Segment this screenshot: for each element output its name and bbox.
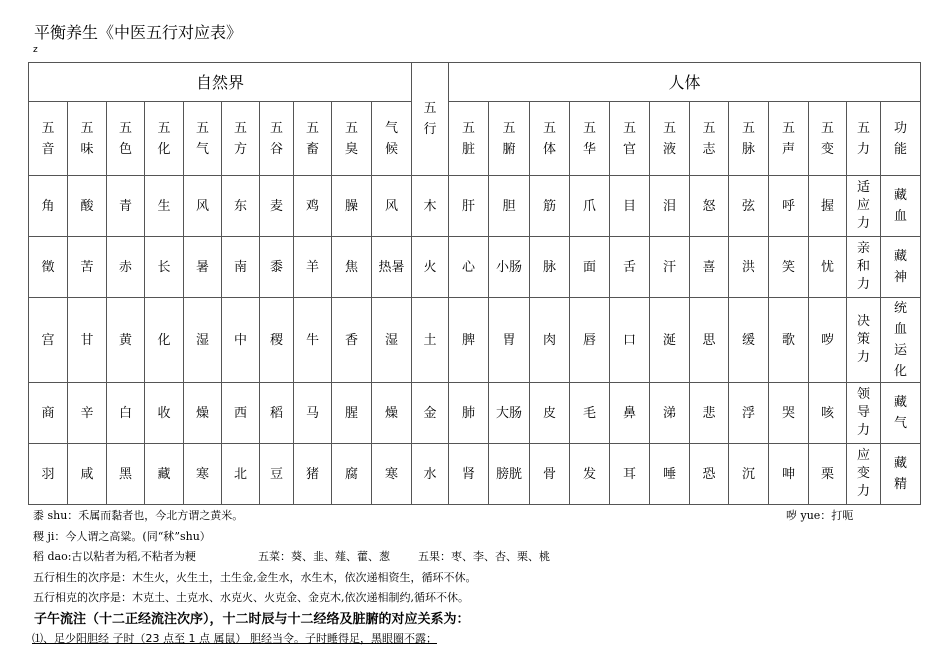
table-cell: 藏神 xyxy=(881,237,921,298)
table-cell: 心 xyxy=(449,237,489,298)
table-cell: 舌 xyxy=(610,237,650,298)
table-cell: 弦 xyxy=(729,176,769,237)
table-cell: 腥 xyxy=(332,383,372,444)
table-cell: 鸡 xyxy=(294,176,332,237)
table-cell: 喜 xyxy=(690,237,729,298)
table-cell: 汗 xyxy=(650,237,690,298)
table-cell: 耳 xyxy=(610,444,650,505)
meridian-item-1: ⑴、足少阳胆经 子时（23 点至 1 点 属鼠） 胆经当令。子时睡得足，黑眼圈不露； xyxy=(32,632,437,645)
table-cell: 北 xyxy=(222,444,260,505)
table-cell: 马 xyxy=(294,383,332,444)
body-header: 五液 xyxy=(650,102,690,176)
nature-header: 五方 xyxy=(222,102,260,176)
nature-header: 五谷 xyxy=(260,102,294,176)
table-cell: 脾 xyxy=(449,298,489,383)
table-cell: 呻 xyxy=(769,444,809,505)
table-cell: 商 xyxy=(29,383,68,444)
table-cell: 沉 xyxy=(729,444,769,505)
table-cell: 湿 xyxy=(184,298,222,383)
nature-header: 五色 xyxy=(107,102,145,176)
table-cell: 西 xyxy=(222,383,260,444)
table-cell: 黑 xyxy=(107,444,145,505)
table-cell: 唾 xyxy=(650,444,690,505)
table-cell: 小肠 xyxy=(489,237,530,298)
table-cell: 金 xyxy=(412,383,449,444)
table-cell: 藏气 xyxy=(881,383,921,444)
table-cell: 苦 xyxy=(68,237,107,298)
body-header: 五脏 xyxy=(449,102,489,176)
table-cell: 南 xyxy=(222,237,260,298)
note-shu: 黍 shu：禾属而黏者也，今北方谓之黄米。 xyxy=(33,509,244,522)
table-cell: 笑 xyxy=(769,237,809,298)
table-cell: 燥 xyxy=(184,383,222,444)
body-header: 五力 xyxy=(847,102,881,176)
table-cell: 宫 xyxy=(29,298,68,383)
table-row xyxy=(29,383,921,444)
table-cell: 中 xyxy=(222,298,260,383)
table-cell: 适应力 xyxy=(847,176,881,237)
table-cell: 火 xyxy=(412,237,449,298)
table-cell: 牛 xyxy=(294,298,332,383)
group-body: 人体 xyxy=(449,63,921,102)
table-cell: 热暑 xyxy=(372,237,412,298)
note-five-fruits: 五果：枣、李、杏、栗、桃 xyxy=(418,550,550,563)
table-cell: 鼻 xyxy=(610,383,650,444)
table-cell: 土 xyxy=(412,298,449,383)
table-cell: 白 xyxy=(107,383,145,444)
table-cell: 唇 xyxy=(570,298,610,383)
table-cell: 臊 xyxy=(332,176,372,237)
table-cell: 羊 xyxy=(294,237,332,298)
table-cell: 皮 xyxy=(530,383,570,444)
table-cell: 哭 xyxy=(769,383,809,444)
table-cell: 咳 xyxy=(809,383,847,444)
nature-header: 气候 xyxy=(372,102,412,176)
table-cell: 亲和力 xyxy=(847,237,881,298)
table-cell: 统血运化 xyxy=(881,298,921,383)
table-cell: 腐 xyxy=(332,444,372,505)
table-cell: 忧 xyxy=(809,237,847,298)
nature-header: 五音 xyxy=(29,102,68,176)
corner-mark: z xyxy=(33,45,38,55)
table-row xyxy=(29,176,921,237)
table-cell: 稷 xyxy=(260,298,294,383)
table-cell: 黍 xyxy=(260,237,294,298)
table-cell: 豆 xyxy=(260,444,294,505)
table-cell: 领导力 xyxy=(847,383,881,444)
table-cell: 恐 xyxy=(690,444,729,505)
table-cell: 面 xyxy=(570,237,610,298)
table-cell: 赤 xyxy=(107,237,145,298)
nature-header: 五化 xyxy=(145,102,184,176)
note-dao: 稻 dao:古以粘者为稻,不粘者为粳 xyxy=(33,550,196,563)
table-row xyxy=(29,444,921,505)
table-cell: 羽 xyxy=(29,444,68,505)
table-cell: 决策力 xyxy=(847,298,881,383)
nature-header: 五臭 xyxy=(332,102,372,176)
table-cell: 寒 xyxy=(184,444,222,505)
table-cell: 呼 xyxy=(769,176,809,237)
table-cell: 浮 xyxy=(729,383,769,444)
table-cell: 膀胱 xyxy=(489,444,530,505)
table-cell: 水 xyxy=(412,444,449,505)
table-cell: 肝 xyxy=(449,176,489,237)
table-cell: 哕 xyxy=(809,298,847,383)
table-cell: 暑 xyxy=(184,237,222,298)
table-cell: 悲 xyxy=(690,383,729,444)
body-header: 功能 xyxy=(881,102,921,176)
table-cell: 口 xyxy=(610,298,650,383)
table-row xyxy=(29,237,921,298)
table-cell: 香 xyxy=(332,298,372,383)
table-cell: 栗 xyxy=(809,444,847,505)
table-cell: 目 xyxy=(610,176,650,237)
note-generating-order: 五行相生的次序是：木生火，火生土，土生金,金生水，水生木，依次递相资生，循环不休。 xyxy=(33,571,477,584)
body-header: 五脉 xyxy=(729,102,769,176)
table-cell: 肾 xyxy=(449,444,489,505)
table-cell: 骨 xyxy=(530,444,570,505)
nature-header: 五气 xyxy=(184,102,222,176)
table-cell: 寒 xyxy=(372,444,412,505)
section-title: 子午流注（十二正经流注次序），十二时辰与十二经络及脏腑的对应关系为： xyxy=(34,612,470,627)
table-cell: 湿 xyxy=(372,298,412,383)
table-cell: 咸 xyxy=(68,444,107,505)
table-cell: 黄 xyxy=(107,298,145,383)
table-cell: 歌 xyxy=(769,298,809,383)
table-cell: 应变力 xyxy=(847,444,881,505)
body-header: 五志 xyxy=(690,102,729,176)
body-header: 五体 xyxy=(530,102,570,176)
table-cell: 猪 xyxy=(294,444,332,505)
table-cell: 麦 xyxy=(260,176,294,237)
table-cell: 肉 xyxy=(530,298,570,383)
table-cell: 长 xyxy=(145,237,184,298)
table-cell: 发 xyxy=(570,444,610,505)
table-cell: 胃 xyxy=(489,298,530,383)
group-element: 五行 xyxy=(412,63,449,176)
body-header: 五声 xyxy=(769,102,809,176)
table-cell: 生 xyxy=(145,176,184,237)
nature-header: 五畜 xyxy=(294,102,332,176)
table-cell: 毛 xyxy=(570,383,610,444)
note-ji: 稷 ji：今人谓之高粱。(同“秫”shu） xyxy=(33,530,211,543)
table-cell: 风 xyxy=(372,176,412,237)
table-row xyxy=(29,298,921,383)
table-cell: 大肠 xyxy=(489,383,530,444)
body-header: 五变 xyxy=(809,102,847,176)
table-cell: 化 xyxy=(145,298,184,383)
group-nature: 自然界 xyxy=(29,63,412,102)
table-cell: 肺 xyxy=(449,383,489,444)
table-cell: 涕 xyxy=(650,383,690,444)
page-title: 平衡养生《中医五行对应表》 xyxy=(34,23,243,42)
table-cell: 甘 xyxy=(68,298,107,383)
note-yue: 哕 yue：打呃 xyxy=(786,509,854,522)
table-cell: 握 xyxy=(809,176,847,237)
table-cell: 缓 xyxy=(729,298,769,383)
table-cell: 东 xyxy=(222,176,260,237)
table-cell: 青 xyxy=(107,176,145,237)
table-cell: 风 xyxy=(184,176,222,237)
table-cell: 怒 xyxy=(690,176,729,237)
table-cell: 收 xyxy=(145,383,184,444)
table-cell: 燥 xyxy=(372,383,412,444)
table-cell: 藏 xyxy=(145,444,184,505)
table-cell: 木 xyxy=(412,176,449,237)
table-cell: 涎 xyxy=(650,298,690,383)
nature-header: 五味 xyxy=(68,102,107,176)
note-five-vegetables: 五菜：葵、韭、薤、藿、葱 xyxy=(258,550,390,563)
five-elements-table xyxy=(28,62,921,505)
table-cell: 角 xyxy=(29,176,68,237)
table-cell: 泪 xyxy=(650,176,690,237)
table-cell: 稻 xyxy=(260,383,294,444)
table-cell: 思 xyxy=(690,298,729,383)
table-cell: 藏血 xyxy=(881,176,921,237)
table-cell: 筋 xyxy=(530,176,570,237)
table-cell: 藏精 xyxy=(881,444,921,505)
table-cell: 洪 xyxy=(729,237,769,298)
body-header: 五华 xyxy=(570,102,610,176)
body-header: 五腑 xyxy=(489,102,530,176)
table-cell: 爪 xyxy=(570,176,610,237)
body-header: 五官 xyxy=(610,102,650,176)
table-cell: 胆 xyxy=(489,176,530,237)
table-cell: 徵 xyxy=(29,237,68,298)
table-cell: 酸 xyxy=(68,176,107,237)
table-cell: 焦 xyxy=(332,237,372,298)
table-cell: 脉 xyxy=(530,237,570,298)
table-cell: 辛 xyxy=(68,383,107,444)
note-restraining-order: 五行相克的次序是：木克土、土克水、水克火、火克金、金克木,依次递相制约,循环不休。 xyxy=(33,591,469,604)
